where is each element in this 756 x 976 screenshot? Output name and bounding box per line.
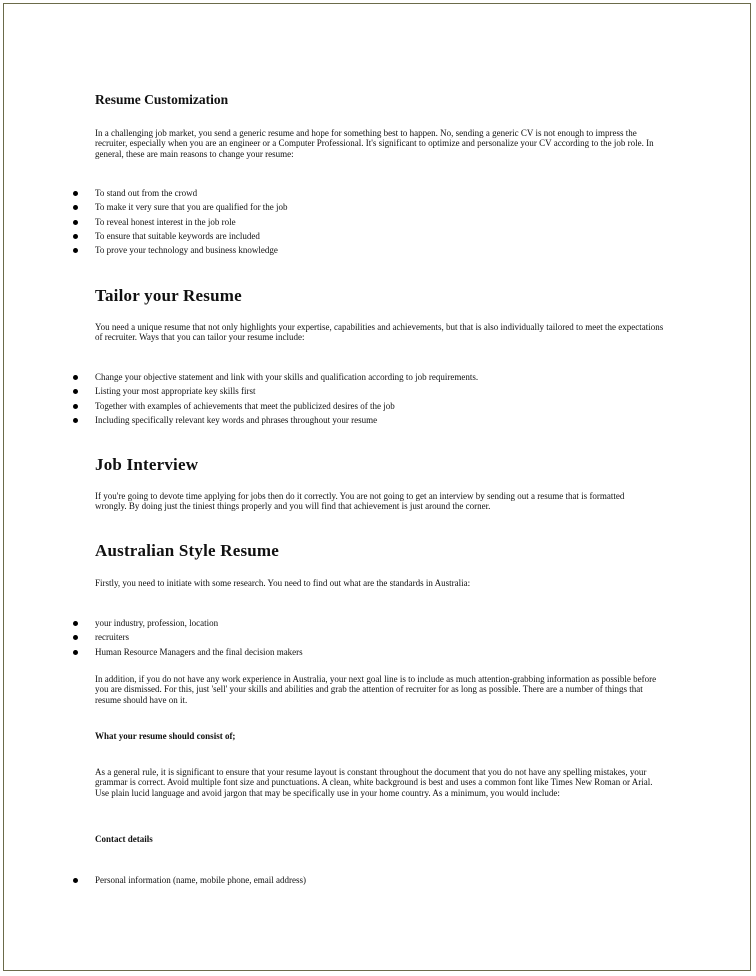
list-item: Including specifically relevant key words and phrases throughout your resume xyxy=(95,413,478,427)
customization-intro: In a challenging job market, you send a generic resume and hope for something best to happen. No, sending a generic CV is not enough to impress the recruiter, especially when you are an engineer or a Computer Professional. It's significant to optimize and personalize your CV according to the job role. In general, these are main reasons to change your resume: xyxy=(95,128,654,159)
section-title-customization: Resume Customization xyxy=(95,92,229,107)
bullet-icon xyxy=(73,191,78,196)
list-item: To stand out from the crowd xyxy=(95,186,288,200)
list-item: Listing your most appropriate key skills first xyxy=(95,384,478,398)
bullet-icon xyxy=(73,375,78,380)
bullet-icon xyxy=(73,389,78,394)
list-item: To reveal honest interest in the job role xyxy=(95,215,288,229)
list-item: Personal information (name, mobile phone, email address) xyxy=(95,873,306,887)
bullet-icon xyxy=(73,205,78,210)
interview-intro: If you're going to devote time applying for jobs then do it correctly. You are not going to get an interview by sending out a resume that is formatted wrongly. By doing just the tiniest things properly and you will find that achievement is just around the corner. xyxy=(95,491,625,512)
australian-intro: Firstly, you need to initiate with some research. You need to find out what are the standards in Australia: xyxy=(95,578,471,588)
australian-list xyxy=(95,616,303,659)
section-title-tailor: Tailor your Resume xyxy=(95,286,242,305)
subheading-contact: Contact details xyxy=(95,834,153,844)
document-page xyxy=(3,3,751,971)
bullet-icon xyxy=(73,878,78,883)
customization-list xyxy=(95,186,288,257)
australian-paragraph-3: As a general rule, it is significant to ensure that your resume layout is constant throughout the document that you do not have any spelling mistakes, your grammar is correct. Avoid multiple font size and punctuations. A clean, white background is best and uses a common font like Times New Roman or Arial. Use plain lucid language and avoid jargon that may be specifically use in your home country. As a minimum, you would include: xyxy=(95,767,653,798)
bullet-icon xyxy=(73,404,78,409)
list-item: Human Resource Managers and the final decision makers xyxy=(95,645,303,659)
contact-list xyxy=(95,873,306,887)
tailor-list xyxy=(95,370,478,427)
bullet-icon xyxy=(73,220,78,225)
section-title-interview: Job Interview xyxy=(95,455,199,474)
bullet-icon xyxy=(73,650,78,655)
list-item: To ensure that suitable keywords are included xyxy=(95,229,288,243)
bullet-icon xyxy=(73,234,78,239)
subheading-consist: What your resume should consist of; xyxy=(95,731,236,741)
list-item: recruiters xyxy=(95,630,303,644)
bullet-icon xyxy=(73,635,78,640)
section-title-australian: Australian Style Resume xyxy=(95,541,280,560)
tailor-intro: You need a unique resume that not only highlights your expertise, capabilities and achievements, but that is also individually tailored to meet the expectations of recruiter. Ways that you can tailor your resume include: xyxy=(95,322,664,343)
list-item: To make it very sure that you are qualified for the job xyxy=(95,200,288,214)
bullet-icon xyxy=(73,418,78,423)
list-item: Together with examples of achievements that meet the publicized desires of the job xyxy=(95,399,478,413)
bullet-icon xyxy=(73,248,78,253)
australian-paragraph-2: In addition, if you do not have any work experience in Australia, your next goal line is to include as much attention-grabbing information as possible before you are dismissed. For this, just 'sell' your skills and abilities and grab the attention of recruiter for as long as possible. There are a number of things that resume should have on it. xyxy=(95,674,657,705)
list-item: your industry, profession, location xyxy=(95,616,303,630)
bullet-icon xyxy=(73,621,78,626)
list-item: Change your objective statement and link with your skills and qualification according to job requirements. xyxy=(95,370,478,384)
list-item: To prove your technology and business knowledge xyxy=(95,243,288,257)
